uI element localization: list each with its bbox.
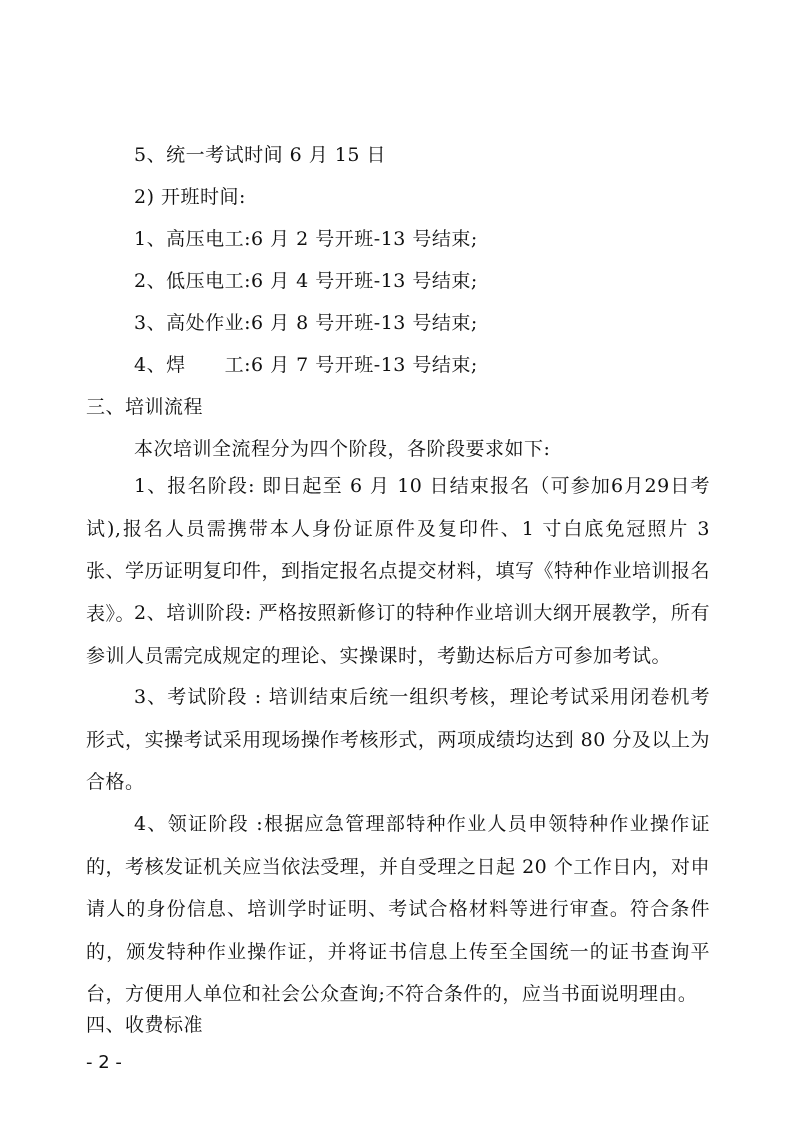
page-number: - 2 - [86, 1052, 122, 1073]
training-intro: 本次培训全流程分为四个阶段，各阶段要求如下: [134, 438, 551, 460]
section-heading-training-process: 三、培训流程 [86, 396, 204, 418]
class-time-heading: 2) 开班时间: [134, 186, 246, 208]
schedule-work-at-height: 3、高处作业:6 月 8 号开班-13 号结束; [134, 312, 478, 334]
stage-examination: 3、考试阶段 : 培训结束后统一组织考核，理论考试采用闭卷机考形式，实操考试采用现场操作考核形式，两项成绩均达到 80 分及以上为合格。 [86, 686, 710, 793]
schedule-high-voltage: 1、高压电工:6 月 2 号开班-13 号结束; [134, 228, 478, 250]
schedule-welding: 4、焊 工:6 月 7 号开班-13 号结束; [134, 354, 478, 376]
stage-registration: 1、报名阶段: 即日起至 6 月 10 日结束报名（可参加6月29日考试),报名人员需携带本人身份证原件及复印件、1 寸白底免冠照片 3 张、学历证明复印件，到指定报名点提交材料，填写《特种作业培训报名表》。 [86, 475, 711, 625]
schedule-low-voltage: 2、低压电工:6 月 4 号开班-13 号结束; [134, 270, 478, 292]
stage-certificate: 4、领证阶段 :根据应急管理部特种作业人员申领特种作业操作证的，考核发证机关应当依法受理，并自受理之日起 20 个工作日内，对申请人的身份信息、培训学时证明、考试合格材料等进行审查。符合条件的，颁发特种作业操作证，并将证书信息上传至全国统一的证书查询平台，方便用人单位和社会公众查询;不符合条件的，应当书面说明理由。 [86, 813, 710, 1005]
stage-training: 2、培训阶段: 严格按照新修订的特种作业培训大纲开展教学，所有参训人员需完成规定的理论、实操课时，考勤达标后方可参加考试。 [86, 602, 710, 667]
exam-date-line: 5、统一考试时间 6 月 15 日 [134, 144, 387, 166]
section-heading-fees: 四、收费标准 [86, 1014, 204, 1036]
